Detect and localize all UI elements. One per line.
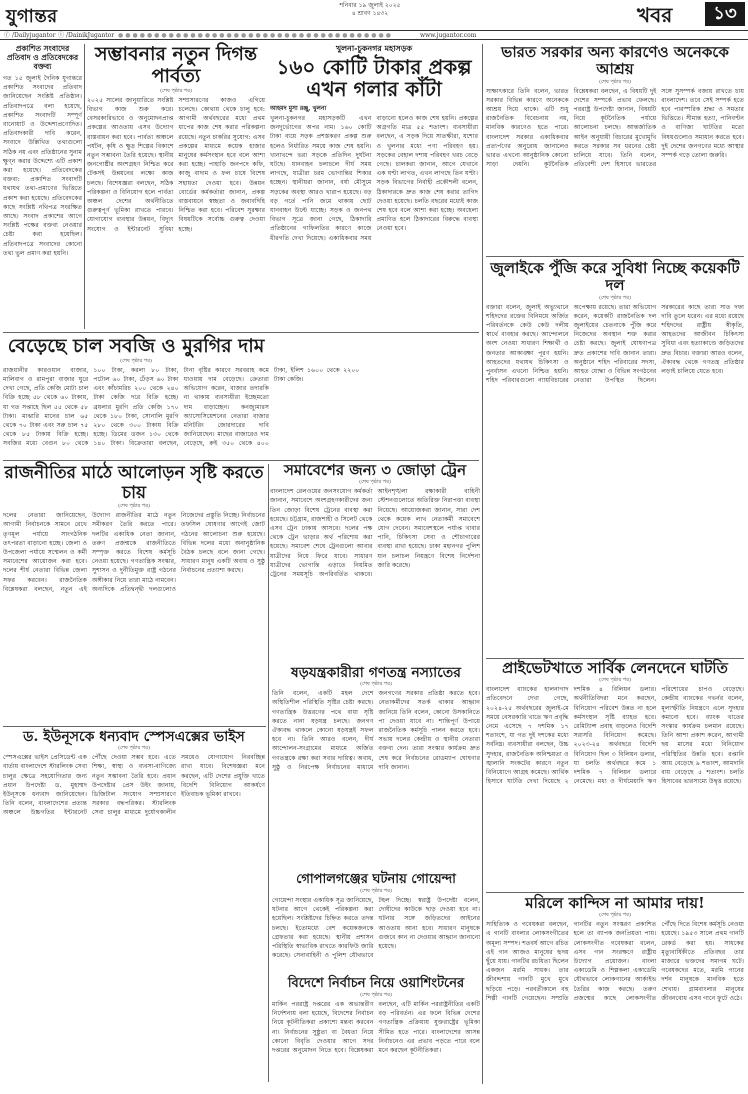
headline: ষড়যন্ত্রকারীরা গণতন্ত্র নস্যাতের <box>291 665 461 681</box>
section-divider <box>3 726 266 727</box>
article-private <box>486 660 744 890</box>
article-body: সাক্ষাৎকারে তিনি বলেন, ভারত সরকার বিভিন্ন কারণে অনেককে আশ্রয় দিয়ে থাকে। এটি শুধু রাজনৈতিক বিবেচনায় নয়, মানবিক কারণেও হতে পারে। বাংলাদেশ সরকার একাধিকবার প্রত্যর্পণের অনুরোধ জানালেও ভারত এখনো আনুষ্ঠানিক কোনো সাড়া দেয়নি। কূটনৈতিক বিশ্লেষকরা বলছেন, এ বিষয়টি দুই দেশের সম্পর্কে প্রভাব ফেলছে। পররাষ্ট্র উপদেষ্টা জানান, বিষয়টি নিয়ে কূটনৈতিক পর্যায়ে আলোচনা চলছে। আন্তর্জাতিক আইন অনুযায়ী বিচারের মুখোমুখি করতে সরকার সব ধরনের চেষ্টা চালিয়ে যাবে। তিনি বলেন, প্রতিবেশী দেশ হিসাবে ভারতের সঙ্গে সুসম্পর্ক বজায় রাখতে চায় বাংলাদেশ। তবে সেই সম্পর্ক হতে হবে পারস্পরিক শ্রদ্ধা ও সমতার ভিত্তিতে। সীমান্ত হত্যা, পানিবণ্টন ও বাণিজ্য ঘাটতির মতো বিষয়গুলোও সমাধান করতে হবে। দুই দেশের জনগণের মধ্যে আস্থার সম্পর্ক গড়ে তোলা জরুরি। <box>486 87 744 169</box>
newspaper-logo: যুগান্তর <box>6 6 58 27</box>
continued-note: (শেষ পৃষ্ঠার পর) <box>118 503 150 510</box>
date-line <box>300 2 440 18</box>
article-body: ২০২৫ সালের জানুয়ারিতে সংশ্লিষ্ট বিভাগ কাজ শুরু করে। বেসরকারিভাবে ও অনুমোদনপ্রাপ্ত প্রকল্পের আওতায় এসব উদ্যোগ বাস্তবায়ন করা হবে। পার্বত্য অঞ্চলে পর্যটন, কৃষি ও ক্ষুদ্র শিল্পের বিকাশে নতুন সম্ভাবনা তৈরি হয়েছে। স্থানীয় জনগোষ্ঠীর অংশগ্রহণ নিশ্চিত করে টেকসই উন্নয়নের লক্ষ্যে কাজ চলছে। বিশেষজ্ঞরা বলছেন, সঠিক পরিকল্পনা ও বিনিয়োগ হলে পার্বত্য অঞ্চল দেশের অর্থনীতিতে গুরুত্বপূর্ণ ভূমিকা রাখতে পারবে। যোগাযোগ ব্যবস্থার উন্নয়ন, বিদ্যুৎ সংযোগ ও ইন্টারনেট সুবিধা সম্প্রসারণের কাজও এগিয়ে চলেছে। কোথায় থেকে চালু হবে: আগামী অর্থবছরের মধ্যে প্রথম ধাপের কাজ শেষ করার পরিকল্পনা রয়েছে। নতুন চাকরির সুযোগ: এসব প্রকল্পের মাধ্যমে কয়েক হাজার মানুষের কর্মসংস্থান হবে বলে আশা করা হচ্ছে। পাহাড়ি জনপদে কফি, কাজু বাদাম ও ফল চাষে বিশেষ সহায়তা দেওয়া হবে। উন্নয়ন বোর্ডের কর্মকর্তারা জানান, প্রকল্প বাস্তবায়নে স্বচ্ছতা ও জবাবদিহি নিশ্চিত করা হবে। পরিবেশ সুরক্ষার বিষয়টিকে সর্বোচ্চ গুরুত্ব দেওয়া হচ্ছে। <box>87 96 265 233</box>
article-body: স্পেসএক্সের ভাইস প্রেসিডেন্ট এক বার্তায় বাংলাদেশে স্টারলিংক সেবা চালুর ক্ষেত্রে সহযোগিতার জন্য প্রধান উপদেষ্টা ড. মুহাম্মদ ইউনূসকে ধন্যবাদ জানিয়েছেন। তিনি বলেন, বাংলাদেশের প্রত্যন্ত অঞ্চলে উচ্চগতির ইন্টারনেট পৌঁছে দেওয়া সম্ভব হবে। এতে শিক্ষা, স্বাস্থ্য ও ব্যবসা-বাণিজ্যে নতুন সম্ভাবনা তৈরি হবে। প্রধান উপদেষ্টার প্রেস উইং জানায়, ডিজিটাল সংযোগ সম্প্রসারণে সরকার বদ্ধপরিকর। স্টারলিংক সেবা চালুর মাধ্যমে দুর্যোগকালীন সময়েও যোগাযোগ নিরবচ্ছিন্ন রাখা যাবে। বিশেষজ্ঞরা মনে করছেন, এটি দেশের প্রযুক্তি খাতে বিদেশি বিনিয়োগ আকর্ষণে ইতিবাচক ভূমিকা রাখবে। <box>3 754 265 817</box>
continued-note: (শেষ পৃষ্ঠার পর) <box>599 677 631 684</box>
article-body: বক্তারা বলেন, জুলাই অভ্যুত্থানে শহিদদের রক্তের বিনিময়ে অর্জিত পরিবর্তনকে কেউ কেউ দলীয় স্বার্থে ব্যবহার করছে। আন্দোলনে অংশ নেওয়া সাধারণ শিক্ষার্থী ও জনতার আকাঙ্ক্ষা পূরণ হয়নি। আহতদের যথাযথ চিকিৎসা ও পুনর্বাসন এখনো নিশ্চিত হয়নি। শহিদ পরিবারগুলো ন্যায়বিচারের অপেক্ষায় রয়েছে। তারা অভিযোগ করেন, কয়েকটি রাজনৈতিক দল জুলাইয়ের চেতনাকে পুঁজি করে নিজেদের অবস্থান শক্ত করার চেষ্টা করছে। জুলাই ঘোষণাপত্র দ্রুত প্রকাশের দাবি জানান তারা। অনুষ্ঠানে শহিদ পরিবারের সদস্য, আহত যোদ্ধা ও বিভিন্ন সংগঠনের নেতারা উপস্থিত ছিলেন। সরকারের কাছে তারা সাত দফা দাবি তুলে ধরেন। এর মধ্যে রয়েছে শহিদদের রাষ্ট্রীয় স্বীকৃতি, আহতদের আজীবন চিকিৎসা সুবিধা এবং হত্যাকাণ্ডে জড়িতদের দ্রুত বিচার। বক্তারা আরও বলেন, ঐক্যবদ্ধ থেকে গণতন্ত্র প্রতিষ্ঠার লড়াই চালিয়ে যেতে হবে। <box>486 303 744 385</box>
article-protest <box>3 44 82 329</box>
page-number: ১৩ <box>705 2 745 26</box>
facebook-handle[interactable] <box>4 31 55 40</box>
section-divider <box>3 332 479 333</box>
twitter-handle[interactable] <box>58 31 114 40</box>
headline: মরিলে কান্দিস না আমার দায়! <box>525 894 705 912</box>
article-yunus <box>3 729 265 1084</box>
continued-note: (শেষ পৃষ্ঠার পর) <box>118 745 150 752</box>
continued-note: (শেষ পৃষ্ঠার পর) <box>599 78 631 85</box>
article-body: সাহিত্যিক ও গবেষকরা বলছেন, এ গানটি বাংলার লোকসংগীতের অমূল্য সম্পদ। শতবর্ষ আগে রচিত এই গান আজও মানুষের হৃদয় ছুঁয়ে যায়। গানটির রচয়িতা ছিলেন একজন মরমি সাধক। তার জীবদ্দশায় গানটি মুখে মুখে ছড়িয়ে পড়ে। পরবর্তীকালে বহু শিল্পী গানটি গেয়েছেন। সম্প্রতি গানটির নতুন সংস্করণ প্রকাশিত হলে তা ব্যাপক জনপ্রিয়তা পায়। লোকসংগীত গবেষকরা বলেন, এসব গান সংরক্ষণে রাষ্ট্রীয় উদ্যোগ প্রয়োজন। বাংলা একাডেমি ও শিল্পকলা একাডেমি যৌথভাবে লোকগানের আর্কাইভ তৈরির কাজ করছে। তরুণ প্রজন্মের কাছে লোকসংগীত পৌঁছে দিতে বিশেষ কর্মসূচি নেওয়া হয়েছে। ১৯৫৩ সালে প্রথম গানটি রেকর্ড করা হয়। সাধকের মৃত্যুবার্ষিকীতে প্রতিবছর তার মাজারে ভক্তদের সমাগম ঘটে। গবেষকদের মতে, মরমি গানের দর্শন মানুষকে মানবিক হতে শেখায়। গ্রামবাংলার মানুষের জীবনবোধ এসব গানে ফুটে ওঠে। <box>486 921 744 1002</box>
article-conspiracy <box>272 665 480 870</box>
headline: সম্ভাবনার নতুন দিগন্ত পার্বত্য <box>94 43 258 87</box>
continued-note: (শেষ পৃষ্ঠার পর) <box>599 294 631 301</box>
section-divider <box>486 892 744 893</box>
article-body: বাংলাদেশ ব্যাংকের হালনাগাদ প্রতিবেদনে দেখা গেছে, ২০২৪-২৫ অর্থবছরের জুলাই-মে সময়ে বেসরকারি খাতে ঋণ প্রবৃদ্ধি নেমে এসেছে ৭ দশমিক ১৭ শতাংশে, যা গত দুই দশকের মধ্যে সর্বনিম্ন। ব্যবসায়ীরা বলছেন, উচ্চ সুদহার, রাজনৈতিক অনিশ্চয়তা ও জ্বালানি সংকটের কারণে নতুন বিনিয়োগে আগ্রহ কমেছে। আর্থিক হিসাবে ঘাটতি দেখা দিয়েছে ২ দশমিক ৪ বিলিয়ন ডলার। অর্থনীতিবিদরা মনে করছেন, বিনিয়োগ পরিবেশ উন্নত না হলে কর্মসংস্থান সৃষ্টি ব্যাহত হবে। রেমিট্যান্স প্রবাহ বাড়লেও বিদেশি সরাসরি বিনিয়োগ কমেছে। ২০২৩-২৪ অর্থবছরে বিদেশি বিনিয়োগ ছিল ৩ বিলিয়ন ডলার, যা চলতি অর্থবছরে কমে ১ দশমিক ৭ বিলিয়ন ডলারে নেমেছে। মধ্য ও দীর্ঘমেয়াদি ঋণ পরিশোধের চাপও বেড়েছে। কেন্দ্রীয় ব্যাংকের গভর্নর বলেন, মূল্যস্ফীতি নিয়ন্ত্রণে এলে সুদহার কমানো হবে। ব্যাংক খাতের সংস্কার কার্যক্রম চলমান রয়েছে। তিনি আশা প্রকাশ করেন, আগামী ছয় মাসের মধ্যে বিনিয়োগ পরিস্থিতির উন্নতি হবে। রপ্তানি আয় বেড়েছে ৯ শতাংশ, আমদানি ব্যয় বেড়েছে ৫ শতাংশ। চলতি হিসাবের ভারসাম্যে উদ্বৃত্ত রয়েছে। <box>486 686 744 786</box>
article-body: মার্কিন পররাষ্ট্র দপ্তরের এক অভ্যন্তরীণ নির্দেশনায় বলা হয়েছে, বিদেশের নির্বাচন নিয়ে কূটনীতিকরা প্রকাশ্যে মন্তব্য করবেন না। নির্বাচনের সুষ্ঠুতা বা বৈধতা নিয়ে কোনো বিবৃতি দেওয়ার আগে সদর দপ্তরের অনুমোদন নিতে হবে। বিশ্লেষকরা বলছেন, এটি মার্কিন পররাষ্ট্রনীতির একটি বড় পরিবর্তন। এর ফলে বিভিন্ন দেশের গণতান্ত্রিক প্রক্রিয়ায় যুক্তরাষ্ট্রের ভূমিকা সীমিত হতে পারে। বাংলাদেশের আসন্ন নির্বাচনেও এর প্রভাব পড়তে পারে বলে মনে করছেন কূটনীতিকরা। <box>272 1000 480 1054</box>
continued-note: (শেষ পৃষ্ঠার পর) <box>360 681 392 688</box>
article-khulna <box>270 56 478 456</box>
article-body: গত ১৫ জুলাই দৈনিক যুগান্তরে প্রকাশিত সংবাদের প্রতিবাদ জানিয়েছেন সংশ্লিষ্ট প্রতিষ্ঠান। প্রতিবাদপত্রে বলা হয়েছে, প্রকাশিত সংবাদটি সম্পূর্ণ বানোয়াট ও উদ্দেশ্যপ্রণোদিত। প্রতিবাদকারী দাবি করেন, সংবাদে উল্লিখিত তথ্যগুলো সঠিক নয় এবং প্রতিষ্ঠানের সুনাম ক্ষুণ্ন করার উদ্দেশ্যে এটি প্রকাশ করা হয়েছে। প্রতিবেদকের বক্তব্য: প্রকাশিত সংবাদটি যথাযথ তথ্য-প্রমাণের ভিত্তিতে প্রকাশ করা হয়েছে। প্রতিবেদকের কাছে সংশ্লিষ্ট নথিপত্র সংরক্ষিত আছে। সংবাদ প্রকাশের আগে সংশ্লিষ্ট পক্ষের বক্তব্য নেওয়ার চেষ্টা করা হয়েছিল। প্রতিবাদপত্রে সংবাদের কোনো তথ্য ভুল প্রমাণ করা হয়নি। <box>3 75 82 257</box>
column-divider <box>84 44 85 329</box>
headline: সমাবেশের জন্য ৩ জোড়া ট্রেন <box>283 461 467 479</box>
decorative-line: ●●●●●●●●●●●●●●●●●●●●●●●●●●●●●●●●●●●●●● <box>118 32 393 39</box>
article-body: দলের নেতারা জানিয়েছেন, আগামী নির্বাচনকে সামনে রেখে তৃণমূল পর্যায়ে সাংগঠনিক তৎপরতা বাড়ানো হচ্ছে। জেলা ও উপজেলা পর্যায়ে সম্মেলন ও কর্মী সমাবেশের আয়োজন করা হবে। দলের শীর্ষ নেতারা বিভিন্ন জেলা সফর করবেন। রাজনৈতিক বিশ্লেষকরা বলছেন, নতুন এই উদ্যোগ রাজনীতির মাঠে নতুন সমীকরণ তৈরি করতে পারে। দলটির একাধিক নেতা জানান, তরুণ প্রজন্মকে রাজনীতিতে সম্পৃক্ত করতে বিশেষ কর্মসূচি নেওয়া হয়েছে। গণতান্ত্রিক সংস্কার, সুশাসন ও দুর্নীতিমুক্ত রাষ্ট্র গঠনের অঙ্গীকার নিয়ে তারা মাঠে নামবেন। অন্যদিকে প্রতিদ্বন্দ্বী দলগুলোও নিজেদের প্রস্তুতি নিচ্ছে। নির্বাচনের তফসিল ঘোষণার আগেই জোট গঠনের আলোচনা শুরু হয়েছে। বিভিন্ন দলের মধ্যে অনানুষ্ঠানিক বৈঠক চলছে বলে জানা গেছে। সাধারণ মানুষ একটি অবাধ ও সুষ্ঠু নির্বাচনের প্রত্যাশা করছে। <box>3 512 265 593</box>
twitter-label: /DainikJugantor <box>65 32 115 39</box>
article-folk-song <box>486 895 744 1085</box>
article-india <box>486 44 744 254</box>
headline: রাজনীতির মাঠে আলোড়ন সৃষ্টি করতে চায় <box>4 463 264 503</box>
headline: ভারত সরকার অন্য কারণেও অনেককে আশ্রয় <box>501 43 729 79</box>
column-divider <box>482 44 483 1084</box>
facebook-icon: ⓕ <box>4 32 11 39</box>
continued-note: (শেষ পৃষ্ঠার পর) <box>599 912 631 919</box>
website-link[interactable]: www.jugantor.com <box>420 32 477 39</box>
headline: বিদেশে নির্বাচন নিয়ে ওয়াশিংটনের <box>287 976 465 991</box>
date-gregorian: শনিবার ১৯ জুলাই ২০২৫ <box>339 2 401 9</box>
headline: প্রাইভেটখাতে সার্বিক লেনদেনে ঘাটতি <box>502 659 728 677</box>
section-title: খবর <box>637 3 673 27</box>
article-body: গোয়েন্দা সংস্থার একাধিক সূত্র জানিয়েছে, ঘটনার আগে থেকেই পরিকল্পনা করা হয়েছিল। সংশ্লিষ্টদের চিহ্নিত করতে তদন্ত চলছে। ইতোমধ্যে বেশ কয়েকজনকে গ্রেফতার করা হয়েছে। স্থানীয় প্রশাসন পরিস্থিতি স্বাভাবিক রাখতে কারফিউ জারি করেছে। সেনাবাহিনী ও পুলিশ যৌথভাবে টহল দিচ্ছে। স্বরাষ্ট্র উপদেষ্টা বলেন, দোষীদের কাউকে ছাড় দেওয়া হবে না। ঘটনার সঙ্গে জড়িতদের আইনের আওতায় আনা হবে। সাধারণ মানুষকে গুজবে কান না দেওয়ার আহ্বান জানানো হয়েছে। <box>272 896 480 960</box>
continued-note: (শেষ পৃষ্ঠার পর) <box>120 357 152 364</box>
article-body: বাংলাদেশ রেলওয়ের জনসংযোগ কর্মকর্তা জানান, সমাবেশে অংশগ্রহণকারীদের জন্য তিন জোড়া বিশেষ ট্রেনের ব্যবস্থা করা হয়েছে। চট্টগ্রাম, রাজশাহী ও সিলেট থেকে এসব ট্রেন ঢাকায় আসবে। দলের পক্ষ থেকে ট্রেন ভাড়ার অর্থ পরিশোধ করা হয়েছে। সমাবেশ শেষে ট্রেনগুলো আবার যাত্রীদের নিয়ে ফিরে যাবে। সাধারণ যাত্রীদের ভোগান্তি এড়াতে নিয়মিত ট্রেনের সময়সূচি অপরিবর্তিত থাকবে। আইনশৃঙ্খলা রক্ষাকারী বাহিনী স্টেশনগুলোতে অতিরিক্ত নিরাপত্তা ব্যবস্থা নিয়েছে। আয়োজকরা জানান, সারা দেশ থেকে কয়েক লাখ নেতাকর্মী সমাবেশে যোগ দেবেন। সমাবেশস্থলে পর্যাপ্ত খাবার পানি, চিকিৎসা সেবা ও শৌচাগারের ব্যবস্থা রাখা হয়েছে। ঢাকা মহানগর পুলিশ যান চলাচল নিয়ন্ত্রণে বিশেষ নির্দেশনা জারি করেছে। <box>270 488 480 579</box>
column-divider <box>268 464 269 1082</box>
article-july <box>486 260 744 655</box>
article-body: খুলনা-চুকনগর মহাসড়কটি এখন জনদুর্ভোগের অপর নাম। ১৬০ কোটি টাকা ব্যয়ে সড়ক প্রশস্তকরণ প্রকল্প শুরু হলেও নির্ধারিত সময়ে কাজ শেষ হয়নি। খানাখন্দে ভরা সড়কে প্রতিদিন দুর্ঘটনা ঘটছে। যানবাহন চলাচলে দীর্ঘ সময় লাগছে, যাত্রীরা চরম ভোগান্তির শিকার হচ্ছেন। স্থানীয়রা জানান, বর্ষা মৌসুমে সড়কের অবস্থা আরও খারাপ হয়েছে। বড় বড় গর্তে পানি জমে থাকায় ছোট যানবাহন উল্টে যাচ্ছে। সড়ক ও জনপথ বিভাগ সূত্রে জানা গেছে, ঠিকাদারি প্রতিষ্ঠানের গাফিলতির কারণে কাজে ধীরগতি দেখা দিয়েছে। একাধিকবার সময় বাড়ানো হলেও কাজ শেষ হয়নি। প্রকল্পের অগ্রগতি মাত্র ৫৫ শতাংশ। ব্যবসায়ীরা বলছেন, এ সড়ক দিয়ে সাতক্ষীরা, যশোর ও খুলনার মধ্যে পণ্য পরিবহণ হয়। সড়কের বেহাল দশায় পরিবহণ খরচ বেড়ে গেছে। চালকরা জানান, আগে যেখানে এক ঘণ্টা লাগত, এখন লাগছে তিন ঘণ্টা। সড়ক বিভাগের নির্বাহী প্রকৌশলী বলেন, ঠিকাদারকে দ্রুত কাজ শেষ করার তাগিদ দেওয়া হয়েছে। চলতি বছরের মধ্যেই কাজ শেষ হবে বলে আশা করা হচ্ছে। অবহেলা প্রমাণিত হলে ঠিকাদারের বিরুদ্ধে ব্যবস্থা নেওয়া হবে। <box>270 115 478 242</box>
kicker-text: খুলনা-চুকনগর মহাসড়ক <box>335 43 413 53</box>
social-bar <box>0 30 748 40</box>
headline: গোপালগঞ্জের ঘটনায় গোয়েন্দা <box>296 872 456 887</box>
continued-note: (শেষ পৃষ্ঠার পর) <box>160 87 192 94</box>
continued-note: (শেষ পৃষ্ঠার পর) <box>360 991 392 998</box>
article-trains <box>270 462 480 662</box>
headline: প্রকাশিত সংবাদের প্রতিবাদ ও প্রতিবেদকের বক্তব্য <box>6 44 79 71</box>
masthead <box>0 0 748 30</box>
article-washington <box>272 977 480 1084</box>
facebook-label: /Dailyjugantor <box>11 32 56 39</box>
article-hills <box>87 44 265 329</box>
headline: জুলাইকে পুঁজি করে সুবিধা নিচ্ছে কয়েকটি দল <box>490 259 740 295</box>
date-bengali: ৪ শ্রাবণ ১৪৩২ <box>351 10 389 17</box>
headline: ড. ইউনূসকে ধন্যবাদ স্পেসএক্সের ভাইস <box>23 729 245 745</box>
headline: বেড়েছে চাল সবজি ও মুরগির দাম <box>7 335 265 357</box>
article-body: রাজধানীর কারওয়ান বাজার, মালিবাগ ও রামপুরা বাজার ঘুরে দেখা গেছে, প্রতি কেজি মোটা চাল বিক্রি হচ্ছে ৫৮ থেকে ৬০ টাকায়, যা গত সপ্তাহে ছিল ৫৫ থেকে ৫৮ টাকা। মাঝারি মানের চাল ৬৫ থেকে ৭০ টাকা এবং সরু চাল ৭৫ থেকে ৮৫ টাকায় বিক্রি হচ্ছে। সবজির মধ্যে বেগুন ৮০ থেকে ১০০ টাকা, করলা ৮০ টাকা, পটোল ৬০ টাকা, ঢেঁড়স ৬০ টাকা এবং কাঁচামরিচ ২০০ থেকে ২৪০ টাকা কেজি দরে বিক্রি হচ্ছে। ব্রয়লার মুরগি প্রতি কেজি ১৭০ থেকে ১৮০ টাকা, সোনালি মুরগি ২৮০ থেকে ৩০০ টাকায় বিক্রি হচ্ছে। ডিমের ডজন ১৩০ থেকে ১৪০ টাকা। বিক্রেতারা বলছেন, টানা বৃষ্টির কারণে সরবরাহ কমে যাওয়ায় দাম বেড়েছে। ক্রেতারা অভিযোগ করেন, বাজার তদারকি না থাকায় ব্যবসায়ীরা ইচ্ছেমতো দাম বাড়াচ্ছেন। কনজ্যুমারস অ্যাসোসিয়েশনের নেতারা বাজার মনিটরিং জোরদারের দাবি জানিয়েছেন। মাছের বাজারেও দাম বেড়েছে, রুই ৩৫০ থেকে ৪০০ টাকা, ইলিশ ১৬০০ থেকে ২২০০ টাকা কেজি। <box>3 366 360 448</box>
byline: আহমদ মুসা রঞ্জু, খুলনা <box>270 105 327 112</box>
article-prices <box>3 335 360 456</box>
article-gopalganj <box>272 873 480 973</box>
continued-note: (শেষ পৃষ্ঠার পর) <box>359 479 391 486</box>
headline: ১৬০ কোটি টাকার প্রকল্প এখন গলার কাঁটা <box>276 55 472 101</box>
twitter-icon: ⓣ <box>58 32 65 39</box>
section-divider <box>486 256 744 257</box>
continued-note: (শেষ পৃষ্ঠার পর) <box>360 887 392 894</box>
article-body: তিনি বলেন, একটি মহল দেশে অস্থিতিশীল পরিস্থিতি সৃষ্টির চেষ্টা করছে। গণতান্ত্রিক উত্তরণের পথে বাধা সৃষ্টি করতে নানা ষড়যন্ত্র চলছে। জনগণ ঐক্যবদ্ধ থাকলে কোনো ষড়যন্ত্রই সফল হবে না। তিনি আরও বলেন, দীর্ঘ আন্দোলন-সংগ্রামের মাধ্যমে অর্জিত গণতন্ত্রকে রক্ষা করা সবার দায়িত্ব। অবাধ, সুষ্ঠু ও নিরপেক্ষ নির্বাচনের মাধ্যমে জনগণের সরকার প্রতিষ্ঠা করতে হবে। নেতাকর্মীদের সতর্ক থাকার আহ্বান জানিয়ে তিনি বলেন, কোনো উসকানিতে পা দেওয়া যাবে না। শান্তিপূর্ণ উপায়ে রাজনৈতিক কর্মসূচি পালন করতে হবে। সভায় দলের কেন্দ্রীয় ও স্থানীয় নেতারা বক্তব্য দেন। তারা সংস্কার কার্যক্রম দ্রুত শেষ করে নির্বাচনের রোডম্যাপ ঘোষণার দাবি জানান। <box>272 690 480 771</box>
article-politics <box>3 464 265 724</box>
